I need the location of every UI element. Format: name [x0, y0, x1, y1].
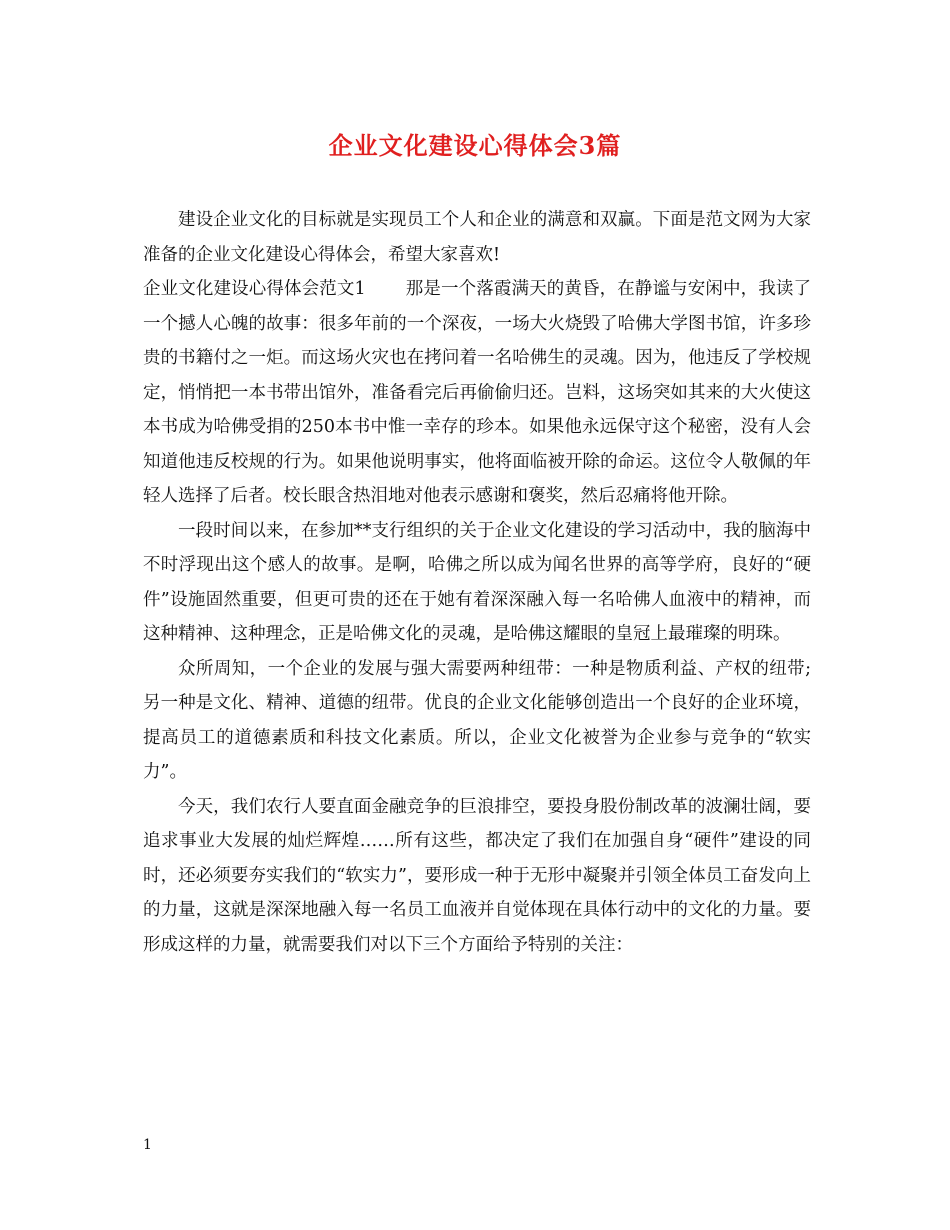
section-heading: 企业文化建设心得体会范文1 [143, 279, 366, 299]
paragraph-2: 一段时间以来，在参加**支行组织的关于企业文化建设的学习活动中，我的脑海中不时浮现出这个感人的故事。是啊，哈佛之所以成为闻名世界的高等学府，良好的“硬件”设施固然重要，但更可贵的还在于她有着深深融入每一名哈佛人血液中的精神，而这种精神、这种理念，正是哈佛文化的灵魂，是哈佛这耀眼的皇冠上最璀璨的明珠。 [143, 520, 811, 644]
first-story-paragraph [143, 272, 811, 514]
story-text: 那是一个落霞满天的黄昏，在静谧与安闲中，我读了一个撼人心魄的故事：很多年前的一个深夜，一场大火烧毁了哈佛大学图书馆，许多珍贵的书籍付之一炬。而这场火灾也在拷问着一名哈佛生的灵魂。因为，他违反了学校规定，悄悄把一本书带出馆外，准备看完后再偷偷归还。岂料，这场突如其来的大火使这本书成为哈佛受捐的250本书中惟一幸存的珍本。如果他永远保守这个秘密，没有人会知道他违反校规的行为。如果他说明事实，他将面临被开除的命运。这位令人敬佩的年轻人选择了后者。校长眼含热泪地对他表示感谢和褒奖，然后忍痛将他开除。 [143, 279, 812, 506]
page-number: 1 [143, 1137, 152, 1153]
document-title: 企业文化建设心得体会3篇 [328, 131, 622, 160]
document-body [143, 203, 811, 962]
paragraph-3: 众所周知，一个企业的发展与强大需要两种纽带：一种是物质利益、产权的纽带;另一种是文化、精神、道德的纽带。优良的企业文化能够创造出一个良好的企业环境，提高员工的道德素质和科技文化素质。所以，企业文化被誉为企业参与竞争的“软实力”。 [143, 658, 811, 782]
intro-paragraph: 建设企业文化的目标就是实现员工个人和企业的满意和双赢。下面是范文网为大家准备的企业文化建设心得体会，希望大家喜欢! [143, 210, 811, 265]
paragraph-4: 今天，我们农行人要直面金融竞争的巨浪排空，要投身股份制改革的波澜壮阔，要追求事业大发展的灿烂辉煌……所有这些，都决定了我们在加强自身“硬件”建设的同时，还必须要夯实我们的“软实力”，要形成一种于无形中凝聚并引领全体员工奋发向上的力量，这就是深深地融入每一名员工血液并自觉体现在具体行动中的文化的力量。要形成这样的力量，就需要我们对以下三个方面给予特别的关注： [143, 796, 811, 955]
